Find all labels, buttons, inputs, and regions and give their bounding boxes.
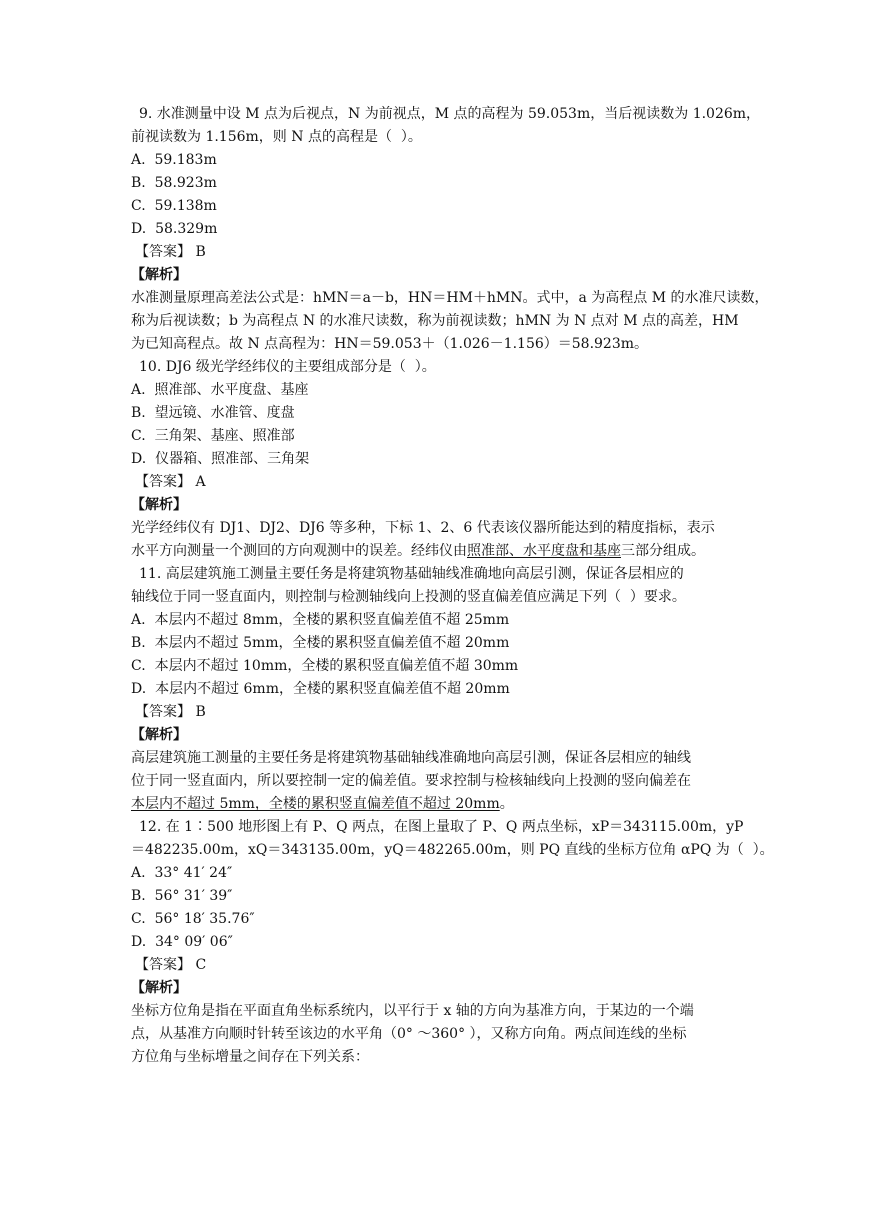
question-stem-line: 轴线位于同一竖直面内，则控制与检测轴线向上投测的竖直偏差值应满足下列（ ）要求。 <box>131 589 686 605</box>
option-b: B. 58.923m <box>131 175 217 191</box>
analysis-line <box>131 540 741 563</box>
option-a: A. 本层内不超过 8mm，全楼的累积竖直偏差值不超 25mm <box>131 612 510 628</box>
question-stem-line: 12. 在 1∶500 地形图上有 P、Q 两点，在图上量取了 P、Q 两点坐标，xP＝343115.00m，yP <box>139 819 744 835</box>
option-b: B. 本层内不超过 5mm，全楼的累积竖直偏差值不超 20mm <box>131 635 510 651</box>
answer-label: 【答案】 B <box>135 244 206 260</box>
question-stem-line: 11. 高层建筑施工测量主要任务是将建筑物基础轴线准确地向高层引测，保证各层相应的 <box>139 566 684 582</box>
option-b: B. 望远镜、水准管、度盘 <box>131 405 295 421</box>
analysis-text: 三部分组成。 <box>621 543 705 559</box>
question-stem-line: 前视读数为 1.156m，则 N 点的高程是（ ）。 <box>131 129 422 145</box>
analysis-line: 方位角与坐标增量之间存在下列关系： <box>131 1049 369 1065</box>
option-d: D. 34° 09′ 06″ <box>131 934 233 950</box>
analysis-text: 水平方向测量一个测回的方向观测中的误差。经纬仪由 <box>131 543 467 559</box>
analysis-line: 为已知高程点。故 N 点高程为：HN＝59.053＋（1.026－1.156）＝58.923m。 <box>131 336 649 352</box>
analysis-line: 高层建筑施工测量的主要任务是将建筑物基础轴线准确地向高层引测，保证各层相应的轴线 <box>131 750 691 766</box>
question-10 <box>131 356 741 563</box>
analysis-line: 位于同一竖直面内，所以要控制一定的偏差值。要求控制与检核轴线向上投测的竖向偏差在 <box>131 773 691 789</box>
document-page <box>131 103 774 1069</box>
question-stem-line: ＝482235.00m，xQ＝343135.00m，yQ＝482265.00m，则 PQ 直线的坐标方位角 αPQ 为（ ）。 <box>131 842 774 858</box>
analysis-line: 点，从基准方向顺时针转至该边的水平角（0° ～360° ），又称方向角。两点间连线的坐标 <box>131 1026 687 1042</box>
analysis-text: 。 <box>499 796 514 812</box>
analysis-line <box>131 793 741 816</box>
analysis-heading: 【解析】 <box>131 980 187 996</box>
analysis-line: 水准测量原理高差法公式是：hMN＝a－b，HN＝HM＋hMN。式中，a 为高程点 M 的水准尺读数， <box>131 290 769 306</box>
question-stem-line: 9. 水准测量中设 M 点为后视点，N 为前视点，M 点的高程为 59.053m，当后视读数为 1.026m， <box>139 106 761 122</box>
option-d: D. 58.329m <box>131 221 218 237</box>
analysis-heading: 【解析】 <box>131 727 187 743</box>
question-9 <box>131 103 769 356</box>
answer-label: 【答案】 C <box>135 957 207 973</box>
option-c: C. 三角架、基座、照准部 <box>131 428 295 444</box>
option-c: C. 本层内不超过 10mm，全楼的累积竖直偏差值不超 30mm <box>131 658 519 674</box>
question-11 <box>131 563 741 816</box>
analysis-line: 光学经纬仪有 DJ1、DJ2、DJ6 等多种，下标 1、2、6 代表该仪器所能达到的精度指标，表示 <box>131 520 715 536</box>
analysis-line: 坐标方位角是指在平面直角坐标系统内，以平行于 x 轴的方向为基准方向，于某边的一个端 <box>131 1003 694 1019</box>
question-12 <box>131 816 774 1069</box>
option-a: A. 照准部、水平度盘、基座 <box>131 382 309 398</box>
option-c: C. 56° 18′ 35.76″ <box>131 911 255 927</box>
option-c: C. 59.138m <box>131 198 217 214</box>
option-d: D. 仪器箱、照准部、三角架 <box>131 451 310 467</box>
analysis-heading: 【解析】 <box>131 497 187 513</box>
option-a: A. 59.183m <box>131 152 217 168</box>
option-a: A. 33° 41′ 24″ <box>131 865 233 881</box>
underlined-text: 本层内不超过 5mm，全楼的累积竖直偏差值不超过 20mm <box>131 796 500 812</box>
option-d: D. 本层内不超过 6mm，全楼的累积竖直偏差值不超 20mm <box>131 681 510 697</box>
underlined-text: 照准部、水平度盘和基座 <box>467 543 621 559</box>
analysis-heading: 【解析】 <box>131 267 187 283</box>
answer-label: 【答案】 B <box>135 704 206 720</box>
analysis-line: 称为后视读数；b 为高程点 N 的水准尺读数，称为前视读数；hMN 为 N 点对 M 点的高差，HM <box>131 313 739 329</box>
option-b: B. 56° 31′ 39″ <box>131 888 233 904</box>
question-stem-line: 10. DJ6 级光学经纬仪的主要组成部分是（ ）。 <box>139 359 436 375</box>
answer-label: 【答案】 A <box>135 474 206 490</box>
